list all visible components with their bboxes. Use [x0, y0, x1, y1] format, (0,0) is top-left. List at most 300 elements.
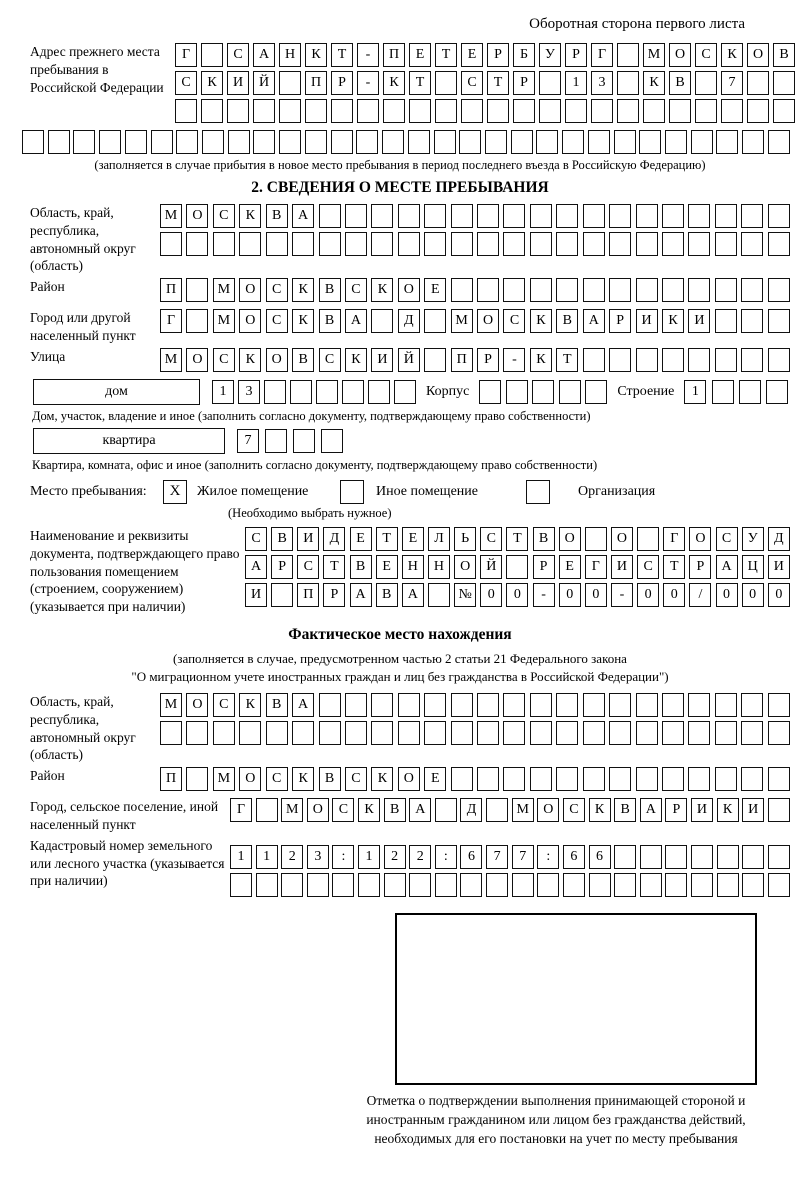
char-cell: С	[716, 527, 738, 551]
char-cell	[331, 99, 353, 123]
dom-cells	[212, 380, 416, 404]
char-cell: -	[503, 348, 525, 372]
char-cell	[662, 204, 684, 228]
char-cell	[503, 232, 525, 256]
char-cell	[716, 130, 738, 154]
char-cell: С	[213, 204, 235, 228]
char-cell	[186, 767, 208, 791]
char-cell	[636, 348, 658, 372]
kadastr-grid	[230, 837, 790, 901]
kadastr-row-2	[230, 873, 790, 897]
char-cell	[384, 873, 406, 897]
char-cell	[271, 583, 293, 607]
char-cell	[563, 873, 585, 897]
char-cell: Т	[323, 555, 345, 579]
char-cell	[530, 693, 552, 717]
char-cell: И	[245, 583, 267, 607]
char-cell: М	[281, 798, 303, 822]
char-cell	[477, 232, 499, 256]
char-cell	[768, 767, 790, 791]
char-cell: :	[332, 845, 354, 869]
char-cell: М	[213, 309, 235, 333]
char-cell: К	[530, 348, 552, 372]
char-cell	[741, 204, 763, 228]
char-cell	[459, 130, 481, 154]
char-cell: Е	[402, 527, 424, 551]
char-cell: 0	[716, 583, 738, 607]
char-cell: В	[669, 71, 691, 95]
actual-oblast-field	[30, 693, 800, 764]
char-cell	[398, 204, 420, 228]
char-cell: 0	[480, 583, 502, 607]
char-cell	[279, 71, 301, 95]
char-cell	[643, 99, 665, 123]
char-cell: В	[533, 527, 555, 551]
char-cell: 0	[768, 583, 790, 607]
checkbox-zhiloe: X	[163, 480, 187, 504]
char-cell: У	[539, 43, 561, 67]
char-cell	[125, 130, 147, 154]
char-cell	[747, 71, 769, 95]
char-cell	[715, 348, 737, 372]
char-cell: Й	[398, 348, 420, 372]
char-cell	[409, 99, 431, 123]
char-cell: Р	[689, 555, 711, 579]
kadastr-row-1	[230, 845, 790, 869]
char-cell	[506, 555, 528, 579]
char-cell	[356, 130, 378, 154]
char-cell	[588, 130, 610, 154]
char-cell: К	[239, 693, 261, 717]
char-cell	[691, 130, 713, 154]
char-cell: С	[480, 527, 502, 551]
char-cell	[688, 232, 710, 256]
char-cell	[292, 232, 314, 256]
char-cell: 7	[237, 429, 259, 453]
char-cell	[371, 309, 393, 333]
char-cell	[532, 380, 554, 404]
char-cell: 2	[281, 845, 303, 869]
char-cell	[424, 693, 446, 717]
char-cell: 7	[721, 71, 743, 95]
stamp-box	[395, 913, 757, 1085]
char-cell: 0	[559, 583, 581, 607]
char-cell: И	[611, 555, 633, 579]
char-cell	[345, 204, 367, 228]
mesto-row	[30, 480, 800, 504]
char-cell: В	[384, 798, 406, 822]
char-cell: С	[266, 767, 288, 791]
char-cell	[290, 380, 312, 404]
char-cell: Р	[331, 71, 353, 95]
char-cell	[398, 721, 420, 745]
char-cell: И	[636, 309, 658, 333]
char-cell	[477, 204, 499, 228]
char-cell	[715, 693, 737, 717]
char-cell: И	[742, 798, 764, 822]
char-cell: А	[245, 555, 267, 579]
char-cell	[691, 873, 713, 897]
char-cell: К	[371, 767, 393, 791]
char-cell: Е	[424, 278, 446, 302]
char-cell	[695, 71, 717, 95]
char-cell	[424, 348, 446, 372]
char-cell: 0	[742, 583, 764, 607]
char-cell	[486, 873, 508, 897]
char-cell: П	[160, 767, 182, 791]
char-cell: О	[186, 693, 208, 717]
char-cell	[239, 232, 261, 256]
char-cell	[614, 130, 636, 154]
prev-address-row-4	[22, 130, 790, 154]
char-cell	[617, 99, 639, 123]
char-cell: Н	[279, 43, 301, 67]
char-cell: Р	[565, 43, 587, 67]
char-cell: Т	[556, 348, 578, 372]
char-cell	[332, 873, 354, 897]
char-cell: Д	[398, 309, 420, 333]
char-cell: П	[305, 71, 327, 95]
char-cell	[688, 693, 710, 717]
char-cell	[357, 99, 379, 123]
char-cell	[176, 130, 198, 154]
char-cell	[665, 845, 687, 869]
char-cell: Т	[331, 43, 353, 67]
char-cell	[281, 873, 303, 897]
stroenie-label: Строение	[617, 383, 675, 399]
char-cell: Р	[487, 43, 509, 67]
char-cell: К	[721, 43, 743, 67]
rayon-label: Район	[30, 279, 65, 295]
char-cell: :	[537, 845, 559, 869]
char-cell: С	[213, 348, 235, 372]
char-cell	[614, 845, 636, 869]
char-cell	[688, 721, 710, 745]
char-cell	[741, 767, 763, 791]
char-cell: М	[643, 43, 665, 67]
char-cell: О	[537, 798, 559, 822]
char-cell: Р	[665, 798, 687, 822]
char-cell	[186, 232, 208, 256]
prev-address-row-3	[175, 99, 795, 123]
char-cell: :	[435, 845, 457, 869]
char-cell: 7	[486, 845, 508, 869]
char-cell: Т	[663, 555, 685, 579]
char-cell	[768, 873, 790, 897]
char-cell: С	[297, 555, 319, 579]
char-cell: 2	[384, 845, 406, 869]
char-cell: И	[297, 527, 319, 551]
char-cell	[253, 130, 275, 154]
kvartira-box: квартира	[33, 428, 225, 454]
char-cell: Н	[428, 555, 450, 579]
actual-rayon-field	[30, 767, 800, 795]
char-cell	[435, 798, 457, 822]
char-cell	[253, 99, 275, 123]
char-cell: И	[691, 798, 713, 822]
char-cell: С	[213, 693, 235, 717]
char-cell: О	[398, 278, 420, 302]
char-cell	[609, 767, 631, 791]
prev-address-caption: (заполняется в случае прибытия в новое место пребывания в период последнего въезда в Российскую Федерацию)	[94, 158, 706, 172]
char-cell: 6	[460, 845, 482, 869]
option-organizatsiya-label: Организация	[578, 483, 656, 499]
char-cell	[583, 721, 605, 745]
char-cell	[292, 721, 314, 745]
oblast-field	[30, 204, 800, 275]
char-cell: В	[376, 583, 398, 607]
char-cell: М	[213, 278, 235, 302]
char-cell	[503, 693, 525, 717]
char-cell	[742, 130, 764, 154]
char-cell: А	[292, 693, 314, 717]
char-cell: А	[292, 204, 314, 228]
char-cell: Т	[376, 527, 398, 551]
char-cell	[201, 43, 223, 67]
char-cell	[609, 278, 631, 302]
char-cell	[583, 767, 605, 791]
char-cell	[768, 232, 790, 256]
char-cell	[265, 429, 287, 453]
actual-oblast-row-1	[160, 693, 790, 717]
char-cell	[293, 429, 315, 453]
char-cell: М	[512, 798, 534, 822]
ulitsa-field	[30, 348, 800, 376]
char-cell	[640, 845, 662, 869]
char-cell	[583, 232, 605, 256]
char-cell: К	[371, 278, 393, 302]
char-cell	[451, 232, 473, 256]
ulitsa-row	[160, 348, 790, 372]
char-cell	[741, 348, 763, 372]
char-cell	[556, 693, 578, 717]
char-cell	[512, 873, 534, 897]
char-cell	[665, 873, 687, 897]
char-cell	[424, 309, 446, 333]
char-cell: К	[292, 278, 314, 302]
char-cell	[617, 71, 639, 95]
char-cell: 7	[512, 845, 534, 869]
char-cell	[530, 204, 552, 228]
dom-row	[33, 379, 800, 405]
char-cell: Т	[409, 71, 431, 95]
option-zhiloe-label: Жилое помещение	[197, 483, 309, 499]
char-cell: О	[611, 527, 633, 551]
char-cell	[451, 693, 473, 717]
char-cell: В	[350, 555, 372, 579]
char-cell: К	[201, 71, 223, 95]
char-cell: Е	[559, 555, 581, 579]
char-cell	[186, 721, 208, 745]
char-cell	[151, 130, 173, 154]
kvartira-row	[33, 428, 800, 454]
char-cell	[307, 873, 329, 897]
char-cell: О	[454, 555, 476, 579]
char-cell	[99, 130, 121, 154]
char-cell: Г	[175, 43, 197, 67]
char-cell: А	[253, 43, 275, 67]
char-cell	[513, 99, 535, 123]
char-cell	[585, 527, 607, 551]
char-cell: А	[345, 309, 367, 333]
char-cell	[175, 99, 197, 123]
char-cell	[331, 130, 353, 154]
kvartira-cells	[237, 429, 343, 453]
gorod-row	[160, 309, 790, 341]
char-cell	[202, 130, 224, 154]
char-cell	[688, 348, 710, 372]
char-cell	[394, 380, 416, 404]
char-cell	[773, 71, 795, 95]
actual-location-caption-2: "О миграционном учете иностранных граждан и лиц без гражданства в Российской Федерации")	[131, 668, 669, 684]
char-cell	[688, 204, 710, 228]
prev-address-grid	[175, 43, 795, 127]
char-cell	[609, 721, 631, 745]
char-cell	[424, 204, 446, 228]
char-cell	[239, 721, 261, 745]
char-cell	[768, 845, 790, 869]
char-cell	[186, 278, 208, 302]
char-cell	[461, 99, 483, 123]
char-cell	[556, 721, 578, 745]
char-cell	[398, 693, 420, 717]
char-cell	[503, 204, 525, 228]
char-cell: М	[160, 348, 182, 372]
char-cell	[479, 380, 501, 404]
char-cell: Е	[376, 555, 398, 579]
char-cell: О	[669, 43, 691, 67]
char-cell	[321, 429, 343, 453]
char-cell: Е	[461, 43, 483, 67]
char-cell: К	[358, 798, 380, 822]
char-cell	[213, 232, 235, 256]
char-cell: О	[398, 767, 420, 791]
char-cell: -	[533, 583, 555, 607]
char-cell: /	[689, 583, 711, 607]
char-cell	[345, 693, 367, 717]
char-cell: П	[297, 583, 319, 607]
char-cell: В	[292, 348, 314, 372]
char-cell: А	[640, 798, 662, 822]
prev-address-row-2	[175, 71, 795, 95]
char-cell	[583, 348, 605, 372]
char-cell	[460, 873, 482, 897]
char-cell: В	[556, 309, 578, 333]
char-cell: М	[160, 693, 182, 717]
char-cell	[408, 130, 430, 154]
gorod-label: Город или другой населенный пункт	[30, 310, 136, 344]
char-cell	[665, 130, 687, 154]
char-cell	[636, 204, 658, 228]
char-cell	[160, 721, 182, 745]
char-cell	[358, 873, 380, 897]
char-cell: К	[383, 71, 405, 95]
char-cell	[230, 873, 252, 897]
document-row-3	[245, 583, 790, 607]
char-cell	[640, 873, 662, 897]
char-cell	[636, 767, 658, 791]
char-cell: В	[319, 278, 341, 302]
char-cell: Г	[663, 527, 685, 551]
char-cell	[398, 232, 420, 256]
char-cell: В	[319, 309, 341, 333]
option-inoe-label: Иное помещение	[376, 483, 478, 499]
char-cell	[768, 798, 790, 822]
char-cell: О	[186, 348, 208, 372]
char-cell	[451, 767, 473, 791]
char-cell	[583, 693, 605, 717]
char-cell: В	[266, 204, 288, 228]
char-cell: С	[175, 71, 197, 95]
char-cell: О	[307, 798, 329, 822]
char-cell: В	[773, 43, 795, 67]
char-cell	[609, 204, 631, 228]
actual-gorod-field	[30, 798, 800, 834]
char-cell: А	[583, 309, 605, 333]
char-cell	[279, 99, 301, 123]
char-cell	[256, 798, 278, 822]
char-cell	[715, 767, 737, 791]
char-cell: К	[292, 309, 314, 333]
char-cell	[559, 380, 581, 404]
char-cell: К	[643, 71, 665, 95]
document-grid	[245, 527, 790, 616]
char-cell	[637, 527, 659, 551]
char-cell	[768, 309, 790, 333]
char-cell: О	[689, 527, 711, 551]
char-cell: В	[271, 527, 293, 551]
char-cell	[48, 130, 70, 154]
document-row-2	[245, 555, 790, 579]
actual-location-caption-1: (заполняется в случае, предусмотренном частью 2 статьи 21 Федерального закона	[173, 650, 627, 666]
char-cell	[639, 130, 661, 154]
char-cell: Т	[506, 527, 528, 551]
char-cell	[487, 99, 509, 123]
document-label: Наименование и реквизиты документа, подтверждающего право пользования помещением (строением, сооружением) (указывается при наличии)	[30, 527, 240, 615]
char-cell: Т	[487, 71, 509, 95]
char-cell: 2	[409, 845, 431, 869]
char-cell	[428, 583, 450, 607]
char-cell	[742, 873, 764, 897]
char-cell: 1	[230, 845, 252, 869]
char-cell: И	[227, 71, 249, 95]
char-cell	[768, 130, 790, 154]
char-cell	[22, 130, 44, 154]
char-cell	[530, 232, 552, 256]
char-cell	[614, 873, 636, 897]
char-cell	[73, 130, 95, 154]
char-cell	[739, 380, 761, 404]
char-cell: 0	[585, 583, 607, 607]
char-cell	[662, 721, 684, 745]
char-cell: Б	[513, 43, 535, 67]
char-cell: С	[503, 309, 525, 333]
char-cell	[160, 232, 182, 256]
dom-caption: Дом, участок, владение и иное (заполнить согласно документу, подтверждающему право собственности)	[32, 408, 591, 423]
char-cell	[589, 873, 611, 897]
char-cell: -	[357, 71, 379, 95]
document-field	[30, 527, 800, 616]
prev-address-row-1	[175, 43, 795, 67]
char-cell: В	[319, 767, 341, 791]
char-cell: Е	[424, 767, 446, 791]
char-cell	[768, 721, 790, 745]
dom-box: дом	[33, 379, 200, 405]
char-cell: Р	[323, 583, 345, 607]
char-cell	[636, 278, 658, 302]
char-cell: С	[319, 348, 341, 372]
char-cell	[530, 278, 552, 302]
